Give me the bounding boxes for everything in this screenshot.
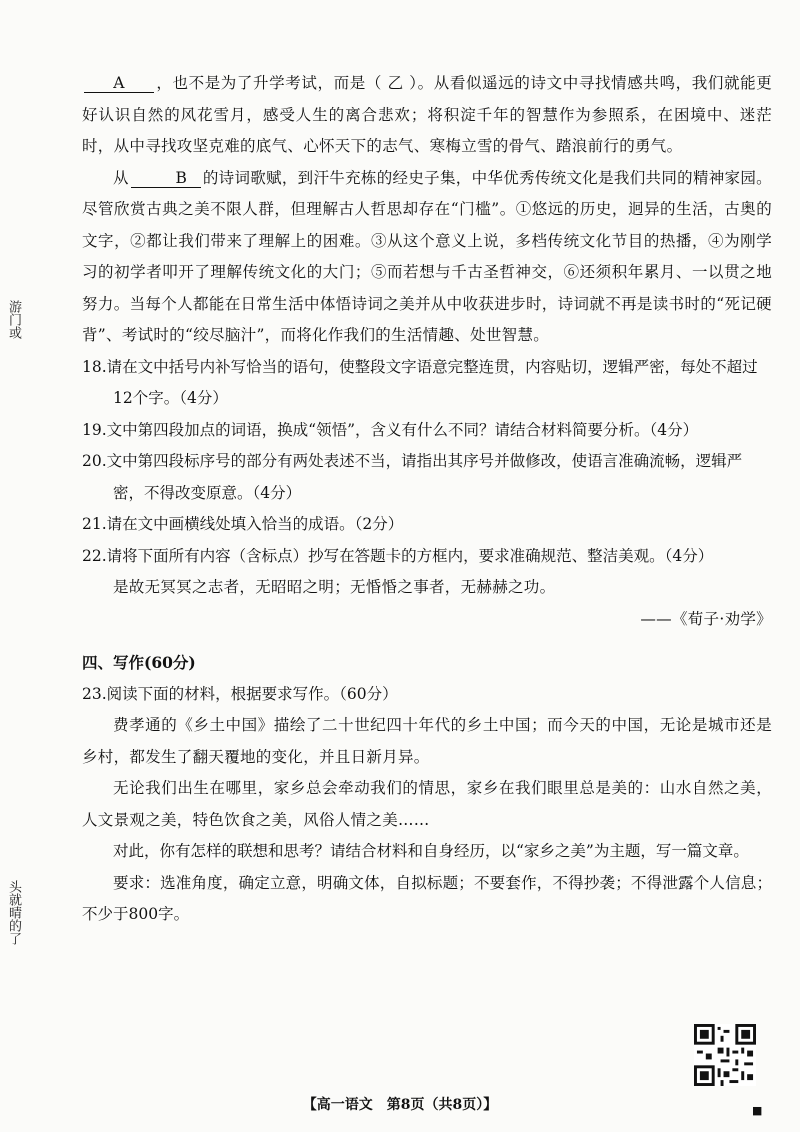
- margin-text-top: 游门或: [6, 300, 21, 339]
- question-20: 20.文中第四段标序号的部分有两处表述不当，请指出其序号并做修改，使语言准确流畅，逻辑严密，不得改变原意。（4分）: [82, 452, 743, 502]
- question-18: 18.请在文中括号内补写恰当的语句，使整段文字语意完整连贯，内容贴切，逻辑严密，每处不超过12个字。（4分）: [82, 357, 758, 407]
- question-22: 22.请将下面所有内容（含标点）抄写在答题卡的方框内，要求准确规范、整洁美观。（4分）: [82, 546, 714, 565]
- page-content: [82, 68, 772, 931]
- qr-code-icon: [694, 1024, 756, 1086]
- question-19: 19.文中第四段加点的词语，换成“领悟”，含义有什么不同？请结合材料简要分析。（4分）: [82, 420, 699, 439]
- passage-paragraph-2: [82, 163, 772, 352]
- corner-mark: ■: [752, 1104, 763, 1117]
- question-21: 21.请在文中画横线处填入恰当的成语。（2分）: [82, 515, 404, 533]
- page-footer: 【高一语文 第8页（共8页）】: [302, 1097, 498, 1113]
- passage-paragraph-2-text: 的诗词歌赋，到汗牛充栋的经史子集，中华优秀传统文化是我们共同的精神家园。尽管欣赏古典之美不限人群，但理解古人哲思却存在“门槛”。①悠远的历史，迥异的生活，古奥的文字，②都让我们带来了理解上的困难。③从这个意义上说，多档传统文化节目的热播，④为刚学习的初学者叩开了理解传统文化的大门；⑤而若想与千古圣哲神交，⑥还须积年累月、一以贯之地努力。当每个人都能在日常生活中体悟诗词之美并从中收获进步时，诗词就不再是读书时的“死记硬背”、考试时的“绞尽脑汁”，而将化作我们的生活情趣、处世智慧。: [82, 168, 772, 344]
- margin-text-bottom: 头就晴的了: [6, 880, 21, 945]
- writing-material-1: 费孝通的《乡土中国》描绘了二十世纪四十年代的乡土中国；而今天的中国，无论是城市还是乡村，都发生了翻天覆地的变化，并且日新月异。: [82, 716, 772, 766]
- blank-b: B: [131, 169, 201, 188]
- writing-requirements: 要求：选准角度，确定立意，明确文体，自拟标题；不要套作，不得抄袭；不得泄露个人信息；不少于800字。: [82, 873, 772, 923]
- writing-prompt: 对此，你有怎样的联想和思考？请结合材料和自身经历，以“家乡之美”为主题，写一篇文章。: [113, 842, 749, 860]
- passage-paragraph-2-prefix: 从: [113, 168, 129, 187]
- passage-paragraph-1-text: ，也不是为了升学考试，而是（ 乙 ）。从看似遥远的诗文中寻找情感共鸣，我们就能更好认识自然的风花雪月，感受人生的离合悲欢；将积淀千年的智慧作为参照系，在困境中、迷茫时，从中寻找攻坚克难的底气、心怀天下的志气、寒梅立雪的骨气、踏浪前行的勇气。: [82, 74, 772, 155]
- passage-paragraph-1: [82, 68, 772, 163]
- blank-a: A: [84, 74, 154, 93]
- writing-question: 23.阅读下面的材料，根据要求写作。（60分）: [82, 684, 398, 703]
- writing-section-title: 四、写作(60分): [82, 653, 196, 672]
- quote-text: 是故无冥冥之志者，无昭昭之明；无惛惛之事者，无赫赫之功。: [113, 578, 556, 596]
- writing-material-2: 无论我们出生在哪里，家乡总会牵动我们的情思，家乡在我们眼里总是美的：山水自然之美，人文景观之美，特色饮食之美，风俗人情之美……: [82, 779, 772, 829]
- quote-source: ——《荀子·劝学》: [640, 609, 772, 628]
